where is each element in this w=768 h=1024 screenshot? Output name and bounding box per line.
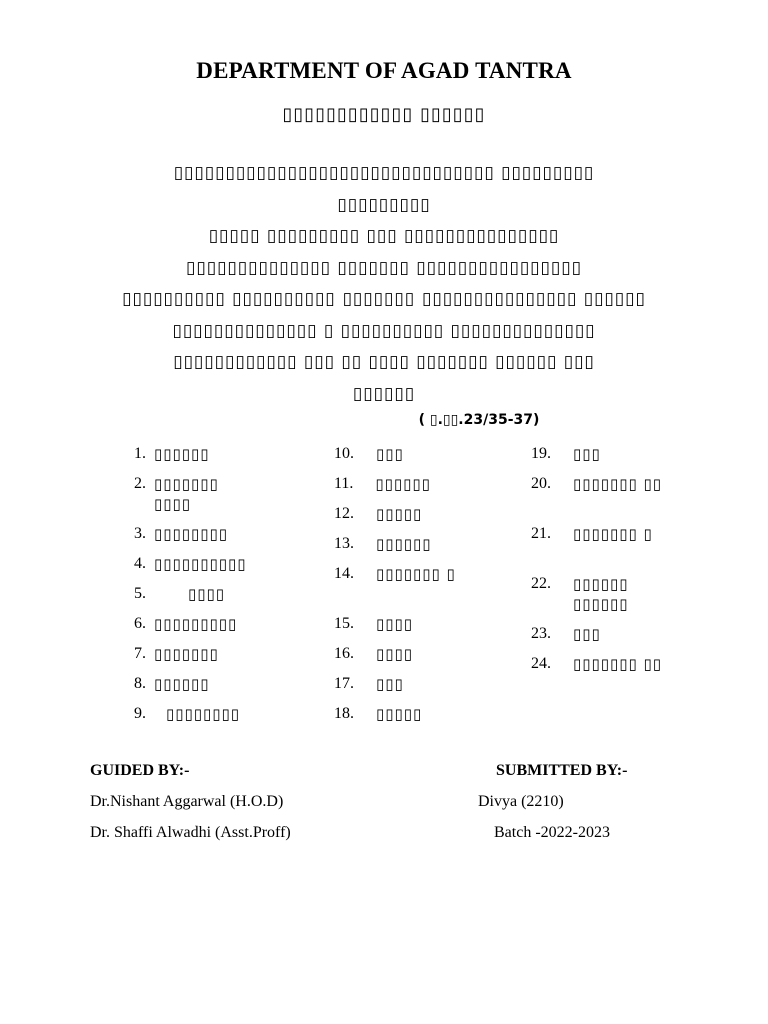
list-number: 6.: [134, 615, 146, 632]
list-item: [334, 644, 494, 674]
list-number: 16.: [334, 645, 354, 662]
list-item: [334, 534, 494, 564]
list-item: [334, 504, 494, 534]
list-number: 2.: [134, 475, 146, 492]
list-text: ▯▯▯▯: [376, 615, 414, 633]
list-item: [334, 614, 494, 644]
list-number: 17.: [334, 675, 354, 692]
list-text: ▯▯▯: [376, 675, 404, 693]
list-text: ▯▯▯▯▯▯: [154, 675, 210, 693]
verse-line: ▯▯▯▯▯▯: [352, 383, 416, 404]
verse-reference: ( ▯.▯▯.23/35-37): [418, 412, 540, 428]
list-number: 20.: [531, 475, 551, 492]
list-item: [134, 674, 304, 704]
list-text: ▯▯▯▯▯▯▯ ▯▯: [573, 475, 663, 493]
list-text: ▯▯▯▯: [376, 645, 414, 663]
list-number: 13.: [334, 535, 354, 552]
list-number: 21.: [531, 525, 551, 542]
list-item: [334, 674, 494, 704]
list-item: [134, 704, 304, 734]
verse-line: ▯▯▯▯▯▯▯▯▯▯▯▯ ▯▯▯ ▯▯ ▯▯▯▯ ▯▯▯▯▯▯▯ ▯▯▯▯▯▯ ▯▯▯: [173, 352, 595, 372]
verse-segment-bold: ▯▯▯▯▯▯▯▯▯▯ ▯▯▯▯▯▯▯ ▯▯▯▯▯▯▯▯▯▯▯▯▯▯▯: [232, 289, 578, 309]
page-subtitle: ▯▯▯▯▯▯▯▯▯▯▯▯ ▯▯▯▯▯▯: [282, 104, 486, 125]
verse-segment: ▯▯▯▯▯▯: [577, 289, 646, 309]
page-title: DEPARTMENT OF AGAD TANTRA: [196, 58, 572, 83]
verse-line: ▯▯▯▯▯▯▯▯▯▯▯▯▯▯▯▯▯▯▯▯▯▯▯▯▯▯▯▯▯▯▯ ▯▯▯▯▯▯▯▯▯: [173, 163, 595, 183]
list-item: [531, 654, 681, 704]
list-item: [134, 444, 304, 474]
list-item: [334, 444, 494, 474]
list-number: 7.: [134, 645, 146, 662]
list-text: ▯▯▯▯▯▯▯ ▯: [376, 565, 456, 583]
list-text: ▯▯▯▯▯▯▯ ▯▯: [573, 655, 663, 673]
list-number: 9.: [134, 705, 146, 722]
list-number: 22.: [531, 575, 551, 592]
verse-line: ▯▯▯▯▯▯▯▯▯▯▯▯▯▯ ▯▯▯▯▯▯▯ ▯▯▯▯▯▯▯▯▯▯▯▯▯▯▯▯: [186, 257, 582, 278]
list-item: [334, 704, 494, 734]
list-text: ▯▯▯▯: [188, 585, 226, 603]
list-text: ▯▯▯: [573, 625, 601, 643]
list-number: 19.: [531, 445, 551, 462]
list-column-3: [531, 444, 681, 704]
list-text: ▯▯▯▯▯▯: [154, 445, 210, 463]
verse-line: ▯▯▯▯▯▯▯▯▯▯▯▯▯▯ ▯ ▯▯▯▯▯▯▯▯▯▯ ▯▯▯▯▯▯▯▯▯▯▯▯▯▯: [172, 320, 596, 341]
list-text: ▯▯▯▯▯▯: [375, 475, 431, 493]
list-number: 3.: [134, 525, 146, 542]
list-item: [334, 474, 494, 504]
submitter-batch: Batch -2022-2023: [494, 824, 610, 841]
list-number: 5.: [134, 585, 146, 602]
list-number: 18.: [334, 705, 354, 722]
list-text: ▯▯▯▯▯▯▯ ▯: [573, 525, 653, 543]
list-text: ▯▯▯▯▯▯ ▯▯▯▯▯▯: [573, 575, 629, 613]
guided-by-block: [90, 760, 390, 853]
submitter-name: Divya (2210): [478, 793, 564, 810]
list-number: 12.: [334, 505, 354, 522]
list-item: [531, 444, 681, 474]
list-text: ▯▯▯▯▯: [376, 505, 423, 523]
list-text: ▯▯▯▯▯: [376, 705, 423, 723]
list-number: 10.: [334, 445, 354, 462]
list-number: 4.: [134, 555, 146, 572]
list-text: ▯▯▯▯▯▯: [376, 535, 432, 553]
list-item: [531, 474, 681, 524]
list-item: [134, 584, 304, 614]
verse-line: ▯▯▯▯▯▯▯▯▯: [337, 194, 431, 215]
list-text: ▯▯▯▯▯▯▯▯: [154, 525, 229, 543]
list-text: ▯▯▯▯▯▯▯▯▯: [154, 615, 238, 633]
list-item: [531, 574, 681, 624]
list-column-2: [334, 444, 494, 734]
list-item: [134, 524, 304, 554]
verse-line-mixed: [110, 284, 658, 316]
list-text: ▯▯▯: [573, 445, 601, 463]
list-item: [531, 524, 681, 574]
list-item: [134, 644, 304, 674]
guide-name: Dr. Shaffi Alwadhi (Asst.Proff): [90, 824, 291, 841]
list-number: 8.: [134, 675, 146, 692]
list-number: 23.: [531, 625, 551, 642]
list-item: [134, 554, 304, 584]
list-text: ▯▯▯▯▯▯▯ ▯▯▯▯: [154, 475, 219, 513]
verse-line: ▯▯▯▯▯ ▯▯▯▯▯▯▯▯▯ ▯▯▯ ▯▯▯▯▯▯▯▯▯▯▯▯▯▯▯: [208, 226, 560, 246]
list-number: 15.: [334, 615, 354, 632]
guided-by-heading: GUIDED BY:-: [90, 762, 190, 779]
list-item: [334, 564, 494, 614]
list-item: [134, 474, 304, 524]
list-text: ▯▯▯▯▯▯▯: [154, 645, 219, 663]
list-text: ▯▯▯▯▯▯▯▯▯▯: [154, 555, 247, 573]
list-text: ▯▯▯: [376, 445, 404, 463]
list-text: ▯▯▯▯▯▯▯▯: [166, 705, 241, 723]
list-number: 14.: [334, 565, 354, 582]
guide-name: Dr.Nishant Aggarwal (H.O.D): [90, 793, 284, 810]
list-item: [134, 614, 304, 644]
verse-block: [110, 158, 658, 410]
list-number: 24.: [531, 655, 551, 672]
list-number: 11.: [334, 475, 354, 492]
verse-segment: ▯▯▯▯▯▯▯▯▯▯: [122, 289, 233, 309]
list-column-1: [134, 444, 304, 734]
list-number: 1.: [134, 445, 146, 462]
submitted-by-block: [478, 760, 698, 853]
submitted-by-heading: SUBMITTED BY:-: [496, 762, 628, 779]
list-item: [531, 624, 681, 654]
